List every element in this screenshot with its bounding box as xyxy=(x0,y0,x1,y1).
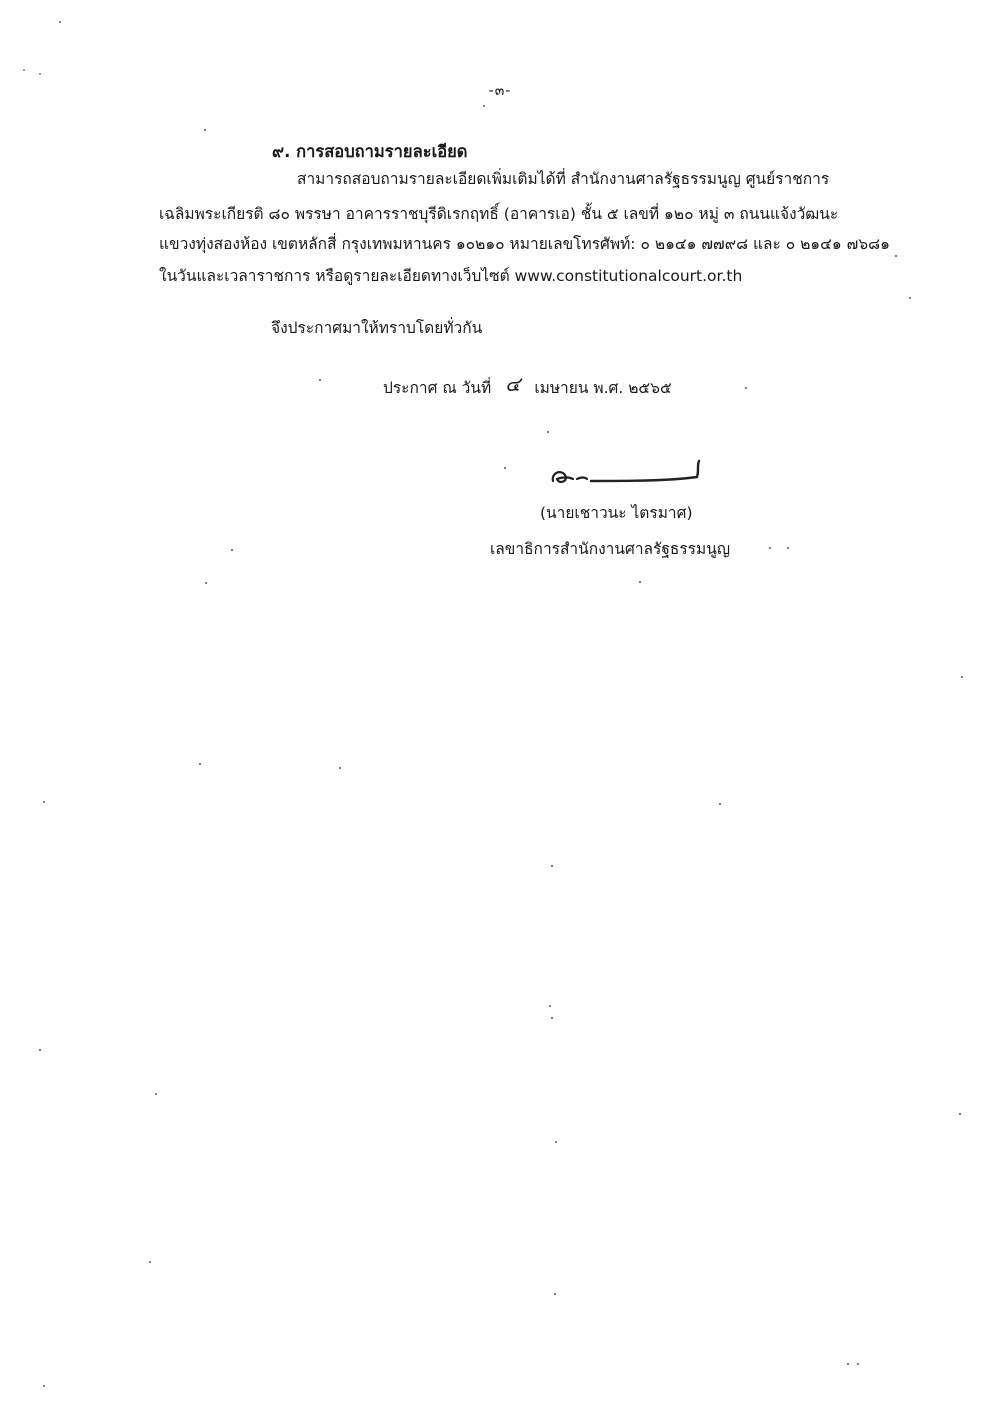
handwritten-day: ๔ xyxy=(505,372,521,396)
announcement-date xyxy=(383,370,672,402)
signature-mark xyxy=(547,455,707,495)
contact-paragraph-line-4: ในวันและเวลาราชการ หรือดูรายละเอียดทางเว็บไซต์ www.constitutionalcourt.or.th xyxy=(159,267,743,285)
page-number: -๓- xyxy=(488,83,512,99)
contact-paragraph-line-3: แขวงทุ่งสองห้อง เขตหลักสี่ กรุงเทพมหานคร ๑๐๒๑๐ หมายเลขโทรศัพท์: ๐ ๒๑๔๑ ๗๗๙๘ และ ๐ ๒๑๔๑ ๗๖๘๑ xyxy=(159,235,890,253)
contact-paragraph-line-2: เฉลิมพระเกียรติ ๘๐ พรรษา อาคารราชบุรีดิเรกฤทธิ์ (อาคารเอ) ชั้น ๕ เลขที่ ๑๒๐ หมู่ ๓ ถนนแจ้งวัฒนะ xyxy=(159,205,839,223)
signer-name: (นายเชาวนะ ไตรมาศ) xyxy=(540,504,693,522)
date-month-year: เมษายน พ.ศ. ๒๕๖๕ xyxy=(534,379,672,397)
date-prefix: ประกาศ ณ วันที่ xyxy=(383,379,492,397)
section-heading: ๙. การสอบถามรายละเอียด xyxy=(272,142,468,161)
signer-title: เลขาธิการสำนักงานศาลรัฐธรรมนูญ xyxy=(490,540,731,558)
closing-statement: จึงประกาศมาให้ทราบโดยทั่วกัน xyxy=(271,319,483,337)
contact-paragraph-line-1: สามารถสอบถามรายละเอียดเพิ่มเติมได้ที่ สำนักงานศาลรัฐธรรมนูญ ศูนย์ราชการ xyxy=(297,170,830,188)
